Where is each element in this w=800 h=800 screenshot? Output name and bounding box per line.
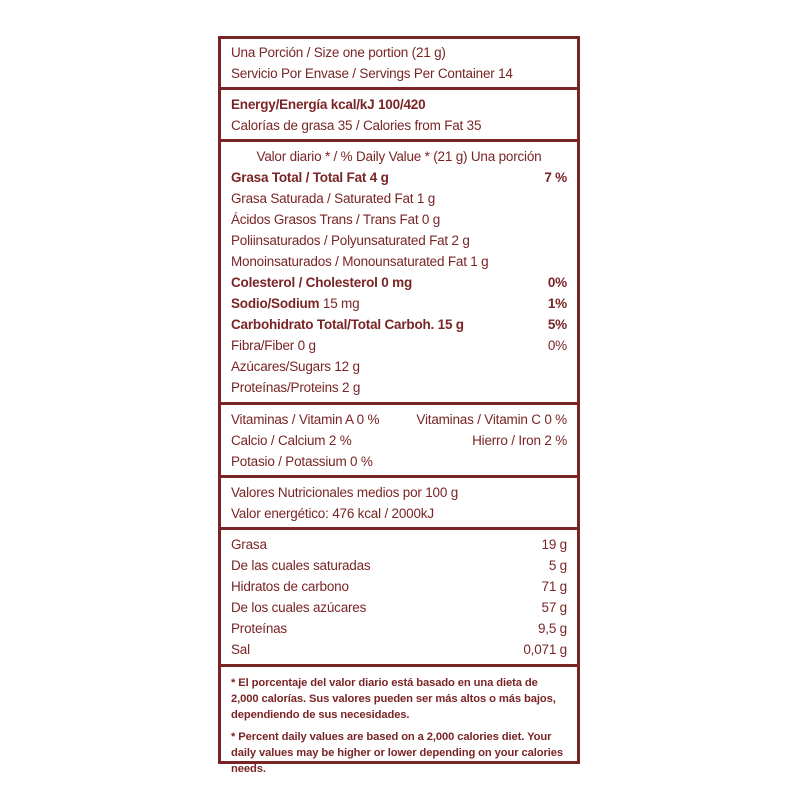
table-row-value: 19 g xyxy=(541,537,567,552)
row-trans-fat xyxy=(231,209,567,230)
daily-value-header xyxy=(231,146,567,167)
nutrition-facts-label xyxy=(218,36,580,775)
vitamins-row-1 xyxy=(231,409,567,430)
calcium: Calcio / Calcium 2 % xyxy=(231,433,352,448)
row-saturated-fat xyxy=(231,188,567,209)
row-value: 7 % xyxy=(544,170,567,185)
row-polyunsaturated xyxy=(231,230,567,251)
table-row-label: Sal xyxy=(231,642,250,657)
vitamin-a: Vitaminas / Vitamin A 0 % xyxy=(231,412,380,427)
row-sugars xyxy=(231,356,567,377)
iron: Hierro / Iron 2 % xyxy=(472,433,567,448)
row-label: Carbohidrato Total/Total Carboh. 15 g xyxy=(231,317,464,332)
row-label: Grasa Saturada / Saturated Fat 1 g xyxy=(231,191,436,206)
table-row xyxy=(231,534,567,555)
row-label: Sodio/Sodium xyxy=(231,296,320,311)
row-label: Grasa Total / Total Fat 4 g xyxy=(231,170,389,185)
row-label: Colesterol / Cholesterol 0 mg xyxy=(231,275,412,290)
table-row xyxy=(231,639,567,660)
table-row xyxy=(231,597,567,618)
energy-line: Energy/Energía kcal/kJ 100/420 xyxy=(231,97,426,112)
table-row xyxy=(231,576,567,597)
row-total-fat xyxy=(231,167,567,188)
row-value: 1% xyxy=(547,296,567,311)
table-row-label: Grasa xyxy=(231,537,267,552)
row-value: 0% xyxy=(547,275,567,290)
footnotes-section xyxy=(221,667,577,777)
table-row-label: De los cuales azúcares xyxy=(231,600,367,615)
vitamins-section xyxy=(221,405,577,478)
row-cholesterol xyxy=(231,272,567,293)
per100-energy: Valor energético: 476 kcal / 2000kJ xyxy=(231,506,434,521)
row-label: Proteínas/Proteins 2 g xyxy=(231,380,361,395)
table-row-value: 71 g xyxy=(541,579,567,594)
row-label: Poliinsaturados / Polyunsaturated Fat 2 g xyxy=(231,233,470,248)
per100-table xyxy=(221,530,577,667)
row-monounsaturated xyxy=(231,251,567,272)
table-row-label: Hidratos de carbono xyxy=(231,579,349,594)
table-row xyxy=(231,555,567,576)
row-label: Azúcares/Sugars 12 g xyxy=(231,359,360,374)
row-fiber xyxy=(231,335,567,356)
row-sodium xyxy=(231,293,567,314)
per100-section xyxy=(221,478,577,530)
row-label: Fibra/Fiber 0 g xyxy=(231,338,316,353)
row-value: 0% xyxy=(547,338,567,353)
footnote-english: * Percent daily values are based on a 2,000 calories diet. Your daily values may be higher or lower depending on your calories needs. xyxy=(231,731,564,775)
row-value: 5% xyxy=(547,317,567,332)
daily-value-header-text: Valor diario * / % Daily Value * (21 g) Una porción xyxy=(256,149,542,164)
table-row xyxy=(231,618,567,639)
table-row-label: De las cuales saturadas xyxy=(231,558,371,573)
servings-per-container: Servicio Por Envase / Servings Per Container 14 xyxy=(231,66,513,81)
row-label: Ácidos Grasos Trans / Trans Fat 0 g xyxy=(231,212,441,227)
table-row-value: 57 g xyxy=(541,600,567,615)
potassium: Potasio / Potassium 0 % xyxy=(231,454,373,469)
row-proteins xyxy=(231,377,567,398)
footnote-spanish: * El porcentaje del valor diario está basado en una dieta de 2,000 calorías. Sus valores pueden ser más altos o más bajos, dependiendo de sus necesidades. xyxy=(231,677,556,721)
serving-size: Una Porción / Size one portion (21 g) xyxy=(231,45,446,60)
row-label: Monoinsaturados / Monounsaturated Fat 1 g xyxy=(231,254,489,269)
fat-calories-line: Calorías de grasa 35 / Calories from Fat 35 xyxy=(231,118,482,133)
serving-section xyxy=(221,39,577,90)
row-amount: 15 mg xyxy=(319,296,360,311)
table-row-value: 9,5 g xyxy=(537,621,567,636)
energy-section xyxy=(221,90,577,142)
table-row-value: 0,071 g xyxy=(523,642,567,657)
vitamin-c: Vitaminas / Vitamin C 0 % xyxy=(416,412,567,427)
row-total-carb xyxy=(231,314,567,335)
table-row-value: 5 g xyxy=(548,558,567,573)
per100-title: Valores Nutricionales medios por 100 g xyxy=(231,485,459,500)
vitamins-row-2 xyxy=(231,430,567,451)
table-row-label: Proteínas xyxy=(231,621,287,636)
daily-value-section xyxy=(221,142,577,405)
